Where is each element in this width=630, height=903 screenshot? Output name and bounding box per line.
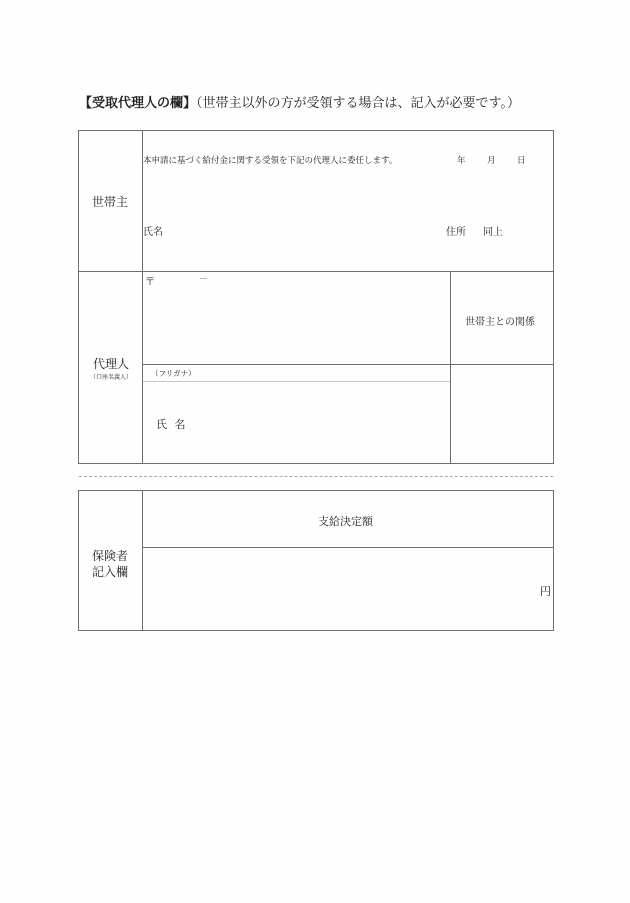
delegation-date-field[interactable] xyxy=(430,148,550,170)
postal-mark: 〒 xyxy=(145,277,155,288)
insurer-border-right xyxy=(553,490,554,631)
householder-name-label: 氏名 xyxy=(143,227,163,238)
householder-label: 世帯主 xyxy=(92,195,129,209)
table-border-right xyxy=(553,130,554,464)
agent-address-field[interactable] xyxy=(143,272,449,364)
day-label: 日 xyxy=(517,156,526,166)
relationship-label: 世帯主との関係 xyxy=(465,317,535,328)
insurer-border-bottom xyxy=(78,630,554,631)
agent-name-field[interactable] xyxy=(143,382,449,463)
yen-unit: 円 xyxy=(540,585,551,598)
agent-name-label: 氏 名 xyxy=(156,418,188,431)
agent-label: 代理人 xyxy=(93,357,130,371)
insurer-label-line1: 保険者 xyxy=(92,549,129,563)
householder-address-label: 住所 xyxy=(446,227,466,238)
householder-name-field[interactable] xyxy=(143,215,438,245)
amount-header: 支給決定額 xyxy=(318,515,373,528)
insurer-border-top xyxy=(78,490,554,491)
relationship-field[interactable] xyxy=(451,365,553,463)
insurer-label-line2: 記入欄 xyxy=(92,565,129,579)
delegation-statement: 本申請に基づく給付金に関する受領を下記の代理人に委任します。 xyxy=(143,156,398,166)
cut-line xyxy=(79,476,553,477)
section-heading xyxy=(79,92,520,111)
householder-address-value: 同上 xyxy=(483,227,503,238)
furigana-label: （フリガナ） xyxy=(151,369,196,378)
table-border-top xyxy=(78,130,554,131)
section-title: 【受取代理人の欄】 xyxy=(79,96,197,111)
section-note: （世帯主以外の方が受領する場合は、記入が必要です。） xyxy=(196,96,520,111)
insurer-border-left xyxy=(78,490,79,631)
year-label: 年 xyxy=(457,156,466,166)
postal-dash: － xyxy=(199,275,209,285)
table-border-left xyxy=(78,130,79,464)
agent-sublabel: （口座名義人） xyxy=(90,374,133,381)
month-label: 月 xyxy=(487,156,496,166)
payment-amount-field[interactable] xyxy=(143,548,553,630)
agent-furigana-field[interactable] xyxy=(143,365,449,381)
table-border-bottom xyxy=(78,463,554,464)
